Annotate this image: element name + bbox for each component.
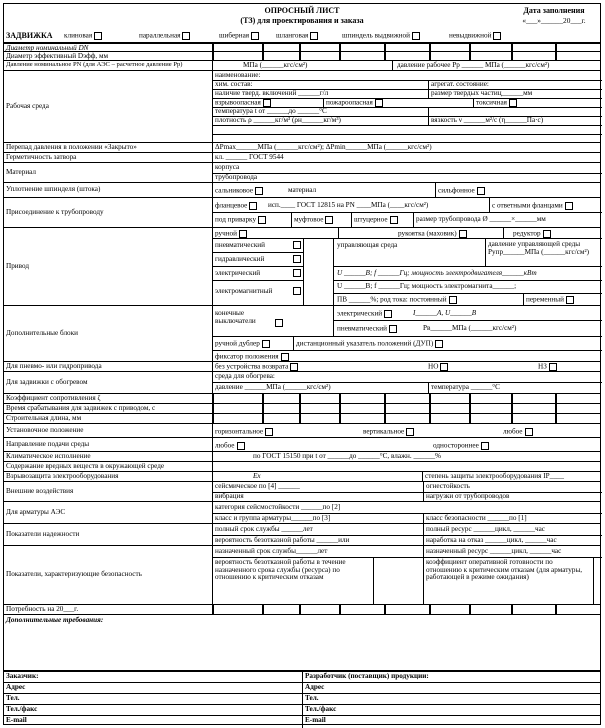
row-demand — [4, 604, 600, 614]
el2-params-field[interactable]: I______А, U______В — [413, 309, 477, 317]
resource-field[interactable]: полный ресурс ______цикл, ______час — [426, 525, 545, 533]
valve-type-row — [4, 29, 600, 42]
demand-label: Потребность на 20___г. — [6, 605, 79, 613]
row-harmful — [4, 461, 600, 471]
checkbox-icon[interactable] — [310, 32, 318, 40]
climate-label: Климатическое исполнение — [6, 452, 91, 460]
chem-field[interactable]: хим. состав: — [215, 80, 253, 88]
checkbox-icon[interactable] — [565, 202, 573, 210]
solid-size-field[interactable]: размер твердых частиц______мм — [431, 89, 533, 97]
checkbox-icon[interactable] — [293, 255, 301, 263]
checkbox-icon[interactable] — [477, 187, 485, 195]
valve-type-label: ЗАДВИЖКА — [6, 31, 53, 40]
row-reliability — [4, 523, 600, 545]
actuation-label: Время срабатывания для задвижек с приводом, с — [6, 404, 156, 412]
heat-temp-field[interactable]: температура ______°С — [431, 383, 500, 391]
em-params-field[interactable]: U ______В; f ______Гц; мощность электромагнита______; — [337, 282, 517, 290]
row-actuation — [4, 403, 600, 413]
customer-address-field[interactable]: Адрес — [6, 683, 26, 691]
opt-any-pos[interactable]: любое — [503, 428, 533, 436]
external-label: Внешние воздействия — [6, 486, 74, 495]
assigned-life-field[interactable]: назначенный срок службы______лет — [215, 547, 328, 555]
opt-nonrising[interactable]: невыдвижной — [449, 32, 501, 40]
developer-address-field[interactable]: Адрес — [305, 683, 325, 691]
row-drive — [4, 227, 600, 305]
pn-field[interactable]: МПа (______кгс/см²) — [243, 61, 308, 69]
mat-pipe-field[interactable]: трубопровода — [215, 173, 258, 181]
opt-no-return[interactable]: без устройства возврата — [215, 363, 298, 371]
checkbox-icon[interactable] — [481, 442, 489, 450]
reliability-label: Показатели надежности — [6, 529, 80, 538]
customer-email-field[interactable]: E-mail — [6, 716, 27, 724]
harmful-label: Содержание вредных веществ в окружающей среде — [6, 462, 165, 470]
label-column-divider — [212, 70, 213, 604]
checkbox-icon[interactable] — [412, 32, 420, 40]
temp-field[interactable]: температура t от ______до ______°С — [215, 107, 327, 115]
checkbox-icon[interactable] — [325, 216, 333, 224]
pn2-params-field[interactable]: Pв______МПа (______кгс/см²) — [423, 324, 517, 332]
limit-switch-label: конечные выключатели — [215, 309, 256, 325]
row-extra — [4, 305, 600, 361]
medium-label: Рабочая среда — [6, 101, 49, 110]
pn-label: Давление номинальное PN (для АЭС – расчетное давление Pр) — [6, 61, 183, 68]
checkbox-icon[interactable] — [435, 340, 443, 348]
customer-label: Заказчик: — [6, 672, 39, 680]
opt-horizontal[interactable]: горизонтальное — [215, 428, 273, 436]
checkbox-icon[interactable] — [389, 325, 397, 333]
resistance-label: Коэффициент сопротивления ζ — [6, 394, 101, 402]
checkbox-icon[interactable] — [525, 428, 533, 436]
checkbox-icon[interactable] — [290, 363, 298, 371]
checkbox-icon[interactable] — [281, 353, 289, 361]
checkbox-icon[interactable] — [263, 99, 271, 107]
additional-text-area[interactable] — [4, 625, 600, 670]
row-dp — [4, 142, 600, 152]
opt-no[interactable]: НО — [428, 363, 448, 371]
row-connection — [4, 197, 600, 227]
flow-dir-label: Направление подачи среды — [6, 439, 90, 448]
checkbox-icon[interactable] — [182, 32, 190, 40]
gland-material-field[interactable]: материал — [288, 186, 317, 194]
control-medium-field[interactable]: управляющая среда — [337, 241, 398, 249]
prob-field[interactable]: вероятность безотказной работы ______или — [215, 536, 350, 544]
vibration-field[interactable]: вибрация — [215, 492, 244, 500]
heat-pressure-field[interactable]: давление ______МПа (______кгс/см²) — [215, 383, 331, 391]
checkbox-icon[interactable] — [275, 319, 283, 327]
opt-hydraulic[interactable]: гидравлический — [215, 255, 265, 263]
row-deff — [4, 51, 600, 60]
opt-pneumatic2[interactable]: пневматический — [337, 325, 397, 333]
questionnaire-sheet — [3, 3, 601, 725]
opt-electromagnetic[interactable]: электромагнитный — [215, 287, 273, 295]
heat-medium-field[interactable]: среда для обогрева: — [215, 372, 275, 380]
heated-label: Для задвижки с обогревом — [6, 377, 88, 386]
checkbox-icon[interactable] — [265, 428, 273, 436]
ctrl-pressure-field[interactable]: давление управляющей среды Pупр______МПа (______кгс/см²) — [488, 240, 590, 256]
row-ex — [4, 471, 600, 481]
opt-weld[interactable]: под приварку — [215, 216, 266, 224]
developer-label: Разработчик (поставщик) продукции: — [305, 672, 429, 680]
developer-fax-field[interactable]: Тел./факс — [305, 705, 337, 713]
row-stem-seal — [4, 182, 600, 197]
tightness-label: Герметичность затвора — [6, 153, 77, 161]
dp-label: Перепад давления в положении «Закрыто» — [6, 143, 137, 151]
checkbox-icon[interactable] — [293, 287, 301, 295]
opt-pos-lock[interactable]: фиксатор положения — [215, 353, 289, 361]
row-pneumo-hydro — [4, 361, 600, 371]
nps-label: Для арматуры АЭС — [6, 507, 66, 516]
checkbox-icon[interactable] — [406, 428, 414, 436]
climate-field[interactable]: по ГОСТ 15150 при t от ______до ______°С, влажн. ______% — [253, 452, 442, 460]
opt-vertical[interactable]: вертикальное — [363, 428, 414, 436]
safety-label: Показатели, характеризующие безопасность — [6, 570, 142, 579]
ex-label: Взрывозащита электрооборудования — [6, 472, 119, 480]
row-flow-dir — [4, 437, 600, 451]
dn-label: Диаметр номинальный DN — [6, 44, 89, 52]
drive-label: Привод — [6, 261, 30, 270]
footer — [4, 670, 600, 726]
life-field[interactable]: полный срок службы ______лет — [215, 525, 313, 533]
row-heated — [4, 371, 600, 393]
mtbf-field[interactable]: наработка на отказ ______цикл, ______час — [426, 536, 557, 544]
ex-field[interactable]: Ex — [253, 472, 261, 480]
developer-email-field[interactable]: E-mail — [305, 716, 326, 724]
ip-field[interactable]: степень защиты электрооборудования IP____ — [425, 472, 564, 480]
opt-gate[interactable]: шиберная — [219, 32, 259, 40]
coef-field[interactable]: коэффициент оперативной готовности по отношению к критическим отказам (для арматуры, работающей в режиме ожидания) — [426, 558, 583, 582]
p-work-field[interactable]: давление рабочее Pр ______ МПа (______кгс/см²) — [397, 61, 550, 69]
row-climate — [4, 451, 600, 461]
checkbox-icon[interactable] — [449, 296, 457, 304]
checkbox-icon[interactable] — [390, 216, 398, 224]
row-length — [4, 413, 600, 423]
row-external — [4, 481, 600, 501]
assigned-res-field[interactable]: назначенный ресурс ______цикл, ______час — [426, 547, 562, 555]
checkbox-icon[interactable] — [440, 363, 448, 371]
length-label: Строительная длина, мм — [6, 414, 82, 422]
row-additional — [4, 614, 600, 670]
date-field[interactable]: «___»______20___г. — [522, 16, 586, 25]
customer-fax-field[interactable]: Тел./факс — [6, 705, 38, 713]
deff-label: Диаметр эффективный Dэфф, мм — [6, 52, 109, 60]
prob-fail-field[interactable]: вероятность безотказной работы в течение назначенного срока службы (ресурса) по отношению к критическим отказам — [215, 558, 346, 582]
checkbox-icon[interactable] — [384, 310, 392, 318]
pipe-loads-field[interactable]: нагрузки от трубопроводов — [426, 492, 510, 500]
row-medium — [4, 70, 600, 142]
row-pn — [4, 60, 600, 70]
position-label: Установочное положение — [6, 425, 84, 434]
el-params-field[interactable]: U ______В; f ______Гц; мощность электродвигателя______кВт — [337, 269, 537, 277]
row-position — [4, 423, 600, 437]
checkbox-icon[interactable] — [239, 230, 247, 238]
checkbox-icon[interactable] — [549, 363, 557, 371]
opt-gland[interactable]: сальниковое — [215, 187, 263, 195]
checkbox-icon[interactable] — [543, 230, 551, 238]
stem-seal-label: Уплотнение шпинделя (штока) — [6, 185, 101, 194]
checkbox-icon[interactable] — [258, 216, 266, 224]
opt-bellows[interactable]: сильфонное — [438, 187, 485, 195]
opt-manual[interactable]: ручной — [215, 230, 247, 238]
tightness-field[interactable]: кл. ______ ГОСТ 9544 — [215, 153, 284, 161]
opt-one-way[interactable]: одностороннее — [433, 442, 489, 450]
pipe-size-field[interactable]: размер трубопровода Ø ______×______мм — [416, 215, 546, 223]
opt-explosive[interactable]: взрывоопасная — [215, 99, 271, 107]
checkbox-icon[interactable] — [237, 442, 245, 450]
opt-handwheel[interactable]: рукоятка (маховик) — [398, 230, 467, 238]
checkbox-icon[interactable] — [262, 340, 270, 348]
aggr-field[interactable]: агрегат. состояние: — [431, 80, 489, 88]
row-material — [4, 162, 600, 182]
developer-phone-field[interactable]: Тел. — [305, 694, 319, 702]
opt-hose[interactable]: шланговая — [276, 32, 318, 40]
opt-parallel[interactable]: параллельная — [139, 32, 190, 40]
row-dn — [4, 42, 600, 51]
checkbox-icon[interactable] — [509, 99, 517, 107]
opt-mating-flanges[interactable]: с ответными фланцами — [492, 202, 573, 210]
opt-toxic[interactable]: токсичная — [476, 99, 517, 107]
customer-phone-field[interactable]: Тел. — [6, 694, 20, 702]
row-safety — [4, 545, 600, 604]
viscosity-field[interactable]: вязкость ν ______м²/с (η______Па·с) — [431, 116, 544, 124]
medium-name-field[interactable]: наименование: — [215, 71, 261, 79]
density-field[interactable]: плотность ρ ______кг/м³ (ρн______кг/м³) — [215, 116, 341, 124]
opt-fire[interactable]: пожароопасная — [326, 99, 383, 107]
form-title: ОПРОСНЫЙ ЛИСТ — [264, 6, 340, 15]
opt-coupling[interactable]: муфтовое — [294, 216, 333, 224]
pneumo-hydro-label: Для пневмо- или гидропривода — [6, 362, 102, 370]
checkbox-icon[interactable] — [493, 32, 501, 40]
row-resistance — [4, 393, 600, 403]
opt-nipple[interactable]: штуцерное — [354, 216, 398, 224]
checkbox-icon[interactable] — [293, 269, 301, 277]
opt-nz[interactable]: НЗ — [538, 363, 557, 371]
additional-label: Дополнительные требования: — [6, 616, 104, 624]
seismic-field[interactable]: сейсмическое по [4] ______ — [215, 482, 300, 490]
checkbox-icon[interactable] — [459, 230, 467, 238]
opt-wedge[interactable]: клиновая — [64, 32, 102, 40]
checkbox-icon[interactable] — [251, 32, 259, 40]
opt-flange[interactable]: фланцевое — [215, 202, 257, 210]
solids-field[interactable]: наличие тверд. включений ______г/л — [215, 89, 329, 97]
safety-class-field[interactable]: класс безопасности ______по [1] — [426, 514, 527, 522]
flange-exec-field[interactable]: исп.____ ГОСТ 12815 на PN ____МПа (____кгс/см²) — [268, 201, 429, 209]
seismic-cat-field[interactable]: категория сейсмостойкости ______по [2] — [215, 503, 341, 511]
opt-pneumatic[interactable]: пневматический — [215, 241, 266, 249]
opt-remote-ind[interactable]: дистанционный указатель положений (ДУП) — [296, 340, 443, 348]
opt-electric[interactable]: электрический — [215, 269, 261, 277]
row-tightness — [4, 152, 600, 162]
checkbox-icon[interactable] — [375, 99, 383, 107]
checkbox-icon[interactable] — [255, 187, 263, 195]
extra-label: Дополнительные блоки — [6, 328, 78, 337]
mat-body-field[interactable]: корпуса — [215, 163, 240, 171]
opt-hand-dup[interactable]: ручной дублер — [215, 340, 270, 348]
checkbox-icon[interactable] — [94, 32, 102, 40]
dp-field[interactable]: ΔPmax______МПа (______кгс/см²); ΔPmin______МПа (______кгс/см²) — [215, 143, 432, 151]
connection-label: Присоединение к трубопроводу — [6, 207, 104, 216]
fireproof-field[interactable]: огнестойкость — [426, 482, 470, 490]
class-group-field[interactable]: класс и группа арматуры______по [3] — [215, 514, 331, 522]
opt-ac[interactable]: переменный — [526, 296, 574, 304]
opt-any-dir[interactable]: любое — [215, 442, 245, 450]
checkbox-icon[interactable] — [293, 241, 301, 249]
opt-electric2[interactable]: электрический — [337, 310, 392, 318]
form-subtitle: (ТЗ) для проектирования и заказа — [240, 16, 364, 25]
pv-field[interactable]: ПВ ______%; род тока: постоянный — [337, 296, 457, 304]
date-label: Дата заполнения — [523, 6, 585, 15]
checkbox-icon[interactable] — [249, 202, 257, 210]
checkbox-icon[interactable] — [566, 296, 574, 304]
row-nps — [4, 501, 600, 523]
material-label: Материал — [6, 167, 37, 176]
opt-rising-stem[interactable]: шпиндель выдвижной — [342, 32, 420, 40]
opt-reducer[interactable]: редуктор — [513, 230, 551, 238]
